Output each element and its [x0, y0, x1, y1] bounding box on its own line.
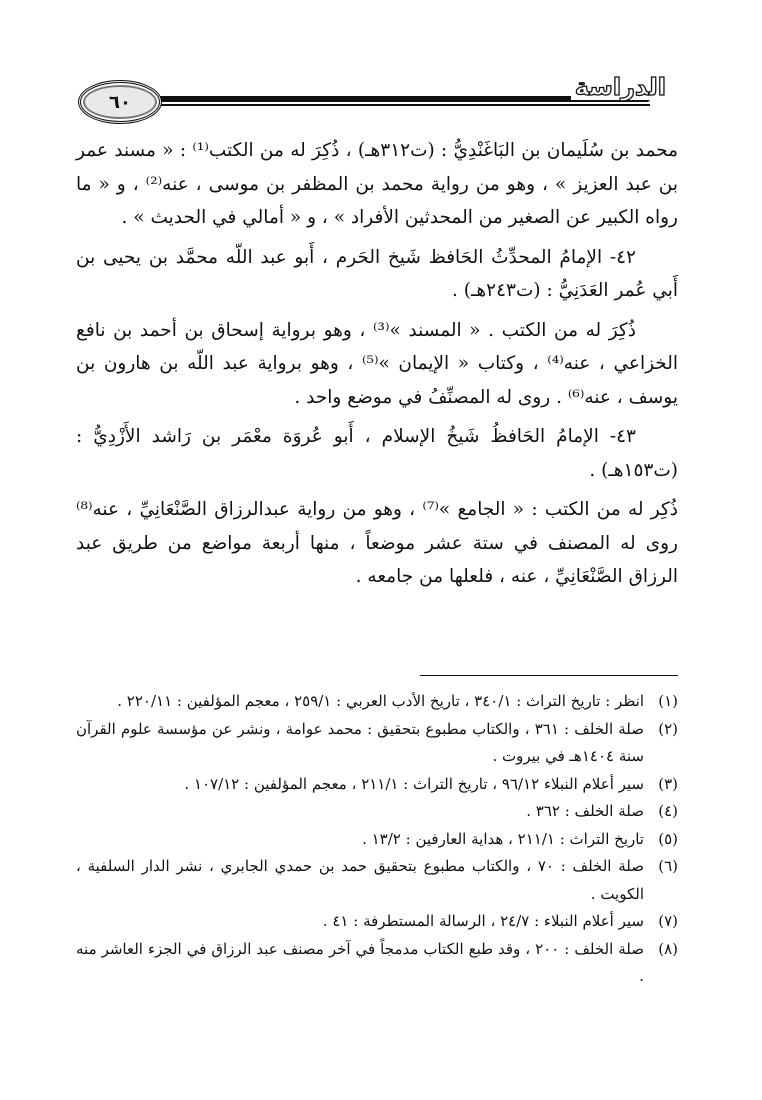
- footnote-number: (٧): [658, 912, 678, 930]
- page-number: ٦٠: [109, 91, 131, 113]
- footnote-text: انظر : تاريخ التراث : ٣٤٠/١ ، تاريخ الأدب العربي : ٢٥٩/١ ، معجم المؤلفين : ٢٢٠/١١ .: [117, 692, 644, 710]
- page-number-badge: [78, 80, 162, 124]
- footnote-number: (١): [658, 692, 678, 710]
- footnote-divider: [420, 675, 678, 676]
- footnote-number: (٦): [658, 857, 678, 875]
- footnote: [76, 908, 678, 936]
- footnote: [76, 688, 678, 716]
- paragraph: محمد بن سُلَيمان بن البَاغَنْدِيُّ : (ت٣١٢هـ) ، ذُكِرَ له من الكتب⁽¹⁾ : « مسند عمر بن عبد العزيز » ، وهو من رواية محمد بن المظفر بن موسى ، عنه⁽²⁾ ، و « ما رواه الكبير عن الصغير من المحدثين الأفراد » ، و « أمالي في الحديث » .: [76, 140, 679, 228]
- footnote: [76, 936, 678, 991]
- footnote-number: (٢): [658, 719, 678, 738]
- page-header: [70, 74, 670, 124]
- footnote: [76, 853, 678, 908]
- section-title: الدراسة: [571, 74, 670, 100]
- footnote-number: (٥): [658, 829, 678, 848]
- main-text: [76, 134, 678, 594]
- footnote-text: سير أعلام النبلاء : ٢٤/٧ ، الرسالة المستطرفة : ٤١ .: [322, 912, 644, 930]
- footnote: [76, 798, 678, 826]
- paragraph: ذُكِر له من الكتب : « الجامع »⁽⁷⁾ ، وهو من رواية عبدالرزاق الصَّنْعَانِيِّ ، عنه⁽⁸⁾ روى له المصنف في ستة عشر موضعاً ، منها أربعة مواضع من طريق عبد الرزاق الصَّنْعَانِيِّ ، عنه ، فلعلها من جامعه .: [76, 499, 678, 587]
- footnote-text: سير أعلام النبلاء ٩٦/١٢ ، تاريخ التراث : ٢١١/١ ، معجم المؤلفين : ١٠٧/١٢ .: [184, 774, 644, 793]
- footnote-text: تاريخ التراث : ٢١١/١ ، هداية العارفين : ١٣/٢ .: [362, 829, 644, 848]
- footnote-number: (٨): [658, 939, 678, 958]
- footnote-text: صلة الخلف : ٢٠٠ ، وقد طبع الكتاب مدمجاً في آخر مصنف عبد الرزاق في الجزء العاشر منه .: [76, 939, 644, 985]
- footnote-number: (٤): [658, 802, 678, 820]
- paragraph: ٤٢- الإمامُ المحدِّثُ الحَافظ شَيخ الحَرم ، أَبو عبد اللّه محمَّد بن يحيى بن أَبي عُمر العَدَنِيُّ : (ت٢٤٣هـ) .: [76, 246, 678, 301]
- footnote: [76, 771, 678, 799]
- footnote-number: (٣): [658, 774, 678, 793]
- footnote: [76, 716, 678, 771]
- paragraph: ٤٣- الإمامُ الحَافظُ شَيخُ الإسلام ، أَبو عُروَة معْمَر بن رَاشد الأَزْدِيُّ : (ت١٥٣هـ) .: [76, 426, 678, 481]
- paragraph: ذُكِرَ له من الكتب . « المسند »⁽³⁾ ، وهو برواية إسحاق بن أحمد بن نافع الخزاعي ، عنه⁽⁴⁾ ، وكتاب « الإيمان »⁽⁵⁾ ، وهو برواية عبد اللّه بن هارون بن يوسف ، عنه⁽⁶⁾ . روى له المصنِّفُ في موضع واحد .: [76, 319, 679, 408]
- footnote: [76, 826, 678, 854]
- footnote-text: صلة الخلف : ٧٠ ، والكتاب مطبوع بتحقيق حمد بن حمدي الجابري ، نشر الدار السلفية ، الكويت .: [76, 857, 644, 903]
- footnote-text: صلة الخلف : ٣٦١ ، والكتاب مطبوع بتحقيق : محمد عوامة ، ونشر عن مؤسسة علوم القرآن سنة ١٤٠٤هـ في بيروت .: [76, 719, 644, 765]
- footnote-text: صلة الخلف : ٣٦٢ .: [526, 802, 644, 820]
- footnotes: [76, 688, 678, 991]
